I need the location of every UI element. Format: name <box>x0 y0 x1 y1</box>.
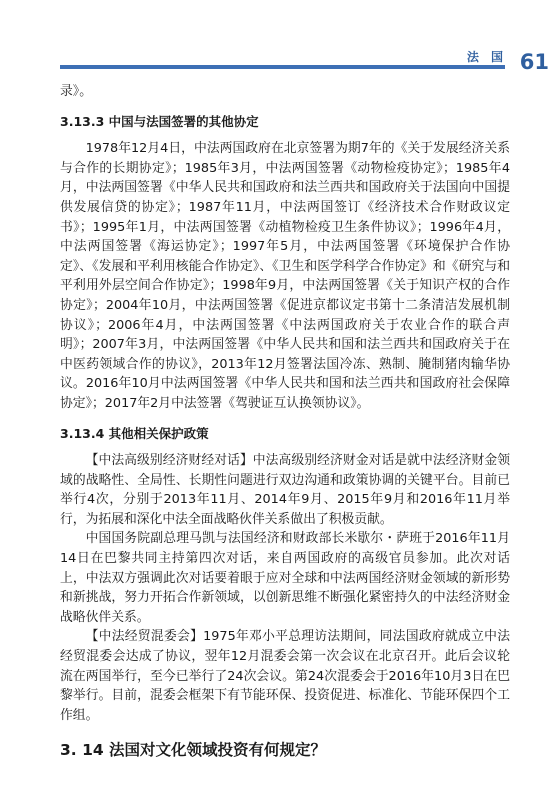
section-heading-3-14: 3. 14 法国对文化领域投资有何规定？ <box>60 741 327 760</box>
subsection-heading-3-13-4: 3.13.4 其他相关保护政策 <box>60 425 209 441</box>
dialogue-paragraph: 【中法高级别经济财经对话】中法高级别经济财金对话是就中法经济财金领域的战略性、全局性、长期性问题进行双边沟通和政策协调的关键平台。目前已举行4次，分别于2013年11月、2014年9月、2015年9月和2016年11月举行，为拓展和深化中法全面战略伙伴关系做出了积极贡献。 <box>60 453 510 527</box>
page-body <box>60 82 510 761</box>
header-rule <box>60 65 505 69</box>
continued-text: 录》。 <box>60 84 92 99</box>
fourth-dialogue-paragraph: 中国国务院副总理马凯与法国经济和财政部长米歇尔・萨班于2016年11月14日在巴黎共同主持第四次对话，来自两国政府的高级官员参加。此次对话上，中法双方强调此次对话要着眼于应对全球和中法两国经济财金领域的新形势和新挑战，努力开拓合作新领域，以创新思维不断强化紧密持久的中法经济财金战略伙伴关系。 <box>60 531 510 625</box>
agreements-paragraph: 1978年12月4日，中法两国政府在北京签署为期7年的《关于发展经济关系与合作的长期协定》；1985年3月，中法两国签署《动物检疫协定》；1985年4月，中法两国签署《中华人民共和国政府和法兰西共和国政府关于法国向中国提供发展信贷的协定》；1987年11月，中法两国签订《经济技术合作财政议定书》；1995年1月，中法两国签署《动植物检疫卫生条件协议》；1996年4月，中法两国签署《海运协定》；1997年5月，中法两国签署《环境保护合作协定》、《发展和平利用核能合作协定》、《卫生和医学科学合作协定》和《研究与和平利用外层空间合作协定》；1998年9月，中法两国签署《关于知识产权的合作协定》；2004年10月，中法两国签署《促进京都议定书第十二条清洁发展机制协议》；2006年4月，中法两国签署《中法两国政府关于农业合作的联合声明》；2007年3月，中法两国签署《中华人民共和国和法兰西共和国政府关于在中医药领域合作的协议》，2013年12月签署法国冷冻、熟制、腌制猪肉输华协议。2016年10月中法两国签署《中华人民共和国和法兰西共和国政府社会保障协定》；2017年2月中法签署《驾驶证互认换领协议》。 <box>60 141 510 411</box>
subsection-heading-3-13-3: 3.13.3 中国与法国签署的其他协定 <box>60 113 259 129</box>
trade-committee-paragraph: 【中法经贸混委会】1975年邓小平总理访法期间，同法国政府就成立中法经贸混委会达成了协议，翌年12月混委会第一次会议在北京召开。此后会议轮流在两国举行，至今已举行了24次会议。第24次混委会于2016年10月3日在巴黎举行。目前，混委会框架下有节能环保、投资促进、标准化、节能环保四个工作组。 <box>60 629 510 723</box>
running-header-country: 法 国 <box>466 50 507 64</box>
page-number: 61 <box>519 50 549 74</box>
